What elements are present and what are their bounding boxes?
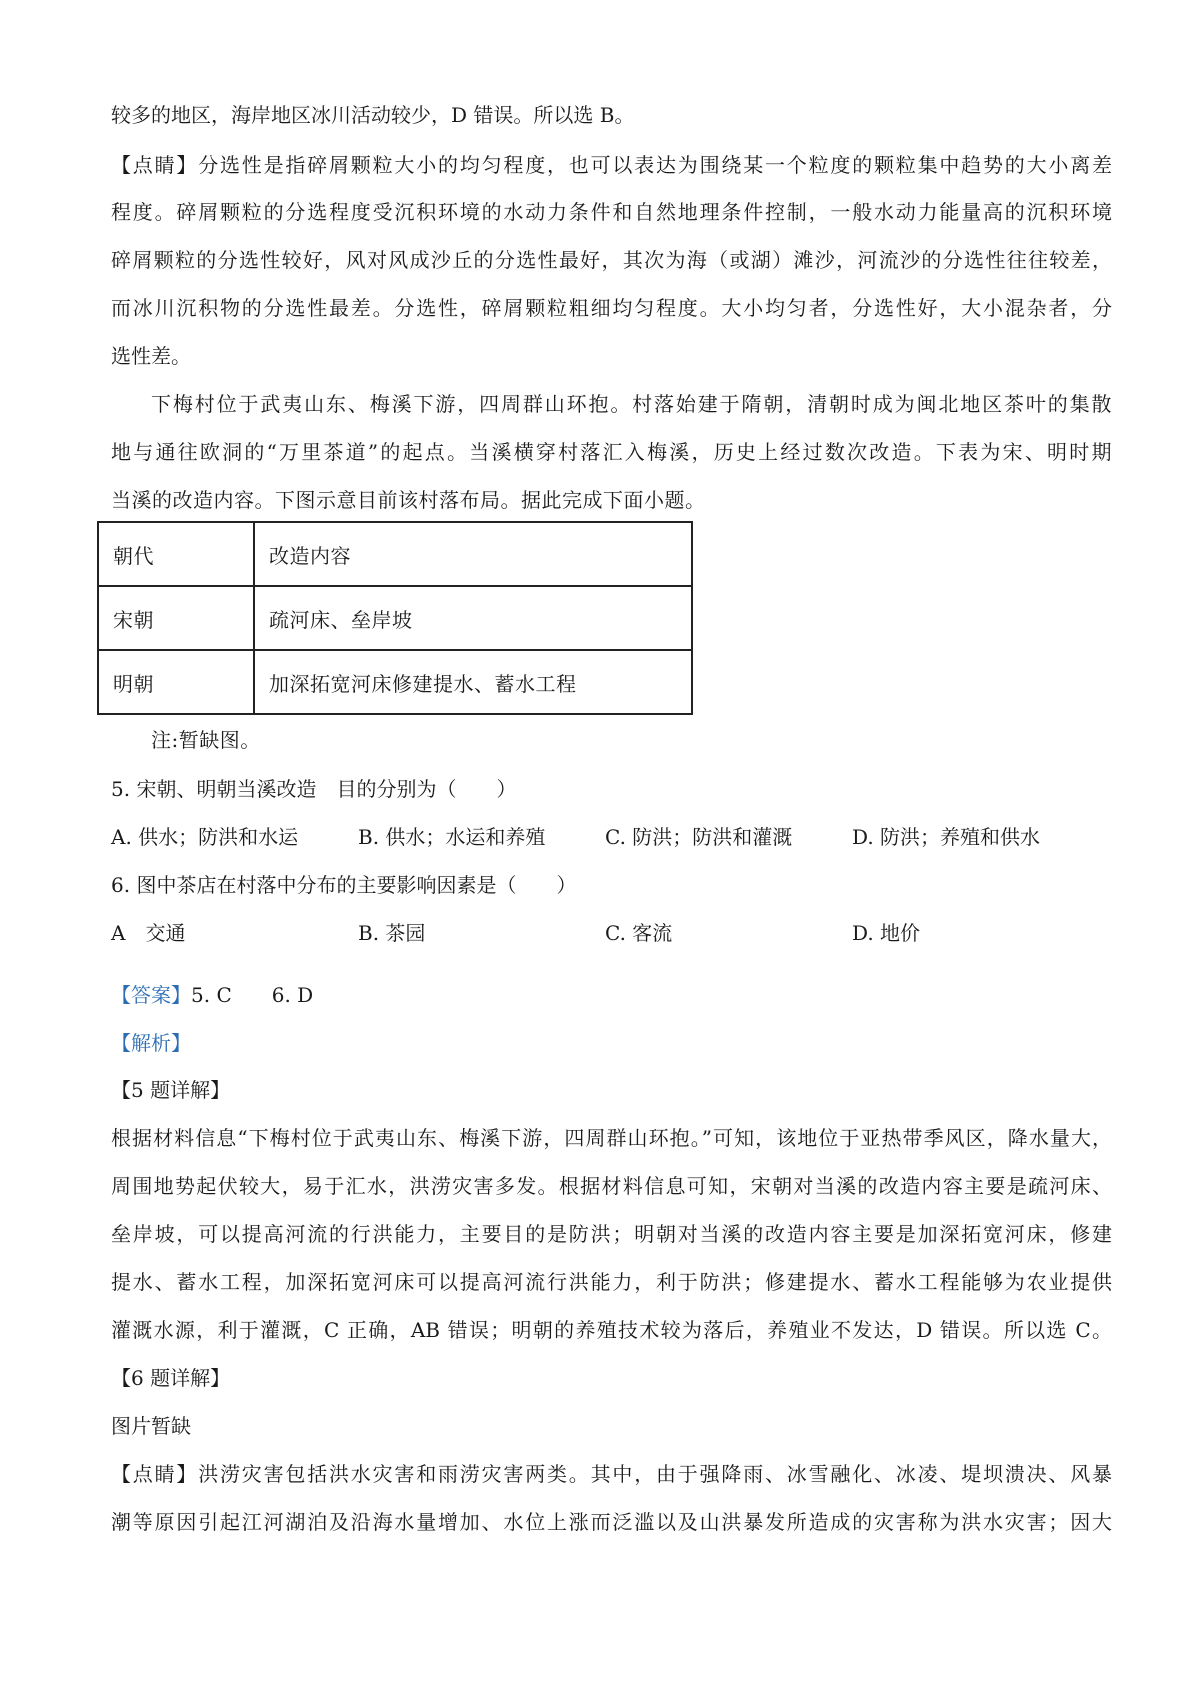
option-a: A. 供水；防洪和水运 xyxy=(111,825,299,849)
text-line: 提水、蓄水工程，加深拓宽河床可以提高河流行洪能力，利于防洪；修建提水、蓄水工程能够为农业提供 xyxy=(111,1270,1112,1294)
table-header-row xyxy=(98,522,692,586)
section-heading: 【6 题详解】 xyxy=(111,1366,231,1390)
option-b: B. 茶园 xyxy=(358,921,426,945)
material-line: 当溪的改造内容。下图示意目前该村落布局。据此完成下面小题。 xyxy=(111,488,706,512)
table-row xyxy=(98,650,692,714)
option-b: B. 供水；水运和养殖 xyxy=(358,825,546,849)
dianjing-tag: 【点睛】 xyxy=(111,1462,199,1486)
text-line: 潮等原因引起江河湖泊及沿海水量增加、水位上涨而泛滥以及山洪暴发所造成的灾害称为洪水灾害；因大 xyxy=(111,1510,1112,1534)
table-cell: 明朝 xyxy=(98,650,254,714)
table-cell: 改造内容 xyxy=(254,522,692,586)
analysis-tag: 【解析】 xyxy=(111,1031,191,1055)
text-line: 而冰川沉积物的分选性最差。分选性，碎屑颗粒粗细均匀程度。大小均匀者，分选性好，大小混杂者，分 xyxy=(111,296,1112,320)
answer-text: 5. C 6. D xyxy=(191,983,314,1007)
table-note: 注:暂缺图。 xyxy=(151,728,261,752)
question-6-options xyxy=(111,921,1112,947)
text-line: 程度。碎屑颗粒的分选程度受沉积环境的水动力条件和自然地理条件控制，一般水动力能量高的沉积环境 xyxy=(111,200,1112,224)
question-6: 6. 图中茶店在村落中分布的主要影响因素是（ ） xyxy=(111,873,577,897)
answer-line xyxy=(111,983,1112,1007)
text-line: 图片暂缺 xyxy=(111,1414,191,1438)
dianjing-tag: 【点睛】 xyxy=(111,153,199,177)
answer-tag: 【答案】 xyxy=(111,983,191,1007)
table-cell: 疏河床、垒岸坡 xyxy=(254,586,692,650)
text-span: 分选性是指碎屑颗粒大小的均匀程度，也可以表达为围绕某一个粒度的颗粒集中趋势的大小离差 xyxy=(198,153,1113,177)
table-row xyxy=(98,586,692,650)
question-5: 5. 宋朝、明朝当溪改造 目的分别为（ ） xyxy=(111,777,517,801)
text-line xyxy=(111,153,1112,177)
table-cell: 朝代 xyxy=(98,522,254,586)
text-line: 灌溉水源，利于灌溉，C 正确，AB 错误；明朝的养殖技术较为落后，养殖业不发达，D 错误。所以选 C。 xyxy=(111,1318,1112,1342)
text-line: 选性差。 xyxy=(111,344,191,368)
table-cell: 加深拓宽河床修建提水、蓄水工程 xyxy=(254,650,692,714)
option-c: C. 防洪；防洪和灌溉 xyxy=(605,825,793,849)
text-line xyxy=(111,1462,1112,1486)
text-line: 周围地势起伏较大，易于汇水，洪涝灾害多发。根据材料信息可知，宋朝对当溪的改造内容主要是疏河床、 xyxy=(111,1174,1112,1198)
option-d: D. 防洪；养殖和供水 xyxy=(852,825,1041,849)
text-line: 较多的地区，海岸地区冰川活动较少，D 错误。所以选 B。 xyxy=(111,103,635,127)
material-line: 下梅村位于武夷山东、梅溪下游，四周群山环抱。村落始建于隋朝，清朝时成为闽北地区茶叶的集散 xyxy=(151,392,1112,416)
option-c: C. 客流 xyxy=(605,921,673,945)
text-line: 垒岸坡，可以提高河流的行洪能力，主要目的是防洪；明朝对当溪的改造内容主要是加深拓宽河床，修建 xyxy=(111,1222,1112,1246)
option-a: A 交通 xyxy=(111,921,186,945)
question-5-options xyxy=(111,825,1112,851)
reform-table xyxy=(97,521,693,715)
text-span: 洪涝灾害包括洪水灾害和雨涝灾害两类。其中，由于强降雨、冰雪融化、冰凌、堤坝溃决、风暴 xyxy=(198,1462,1113,1486)
text-line: 根据材料信息“下梅村位于武夷山东、梅溪下游，四周群山环抱。”可知，该地位于亚热带季风区，降水量大， xyxy=(111,1126,1112,1150)
material-line: 地与通往欧洞的“万里茶道”的起点。当溪横穿村落汇入梅溪，历史上经过数次改造。下表为宋、明时期 xyxy=(111,440,1112,464)
text-line: 碎屑颗粒的分选性较好，风对风成沙丘的分选性最好，其次为海（或湖）滩沙，河流沙的分选性往往较差， xyxy=(111,248,1112,272)
section-heading: 【5 题详解】 xyxy=(111,1078,231,1102)
option-d: D. 地价 xyxy=(852,921,921,945)
table-cell: 宋朝 xyxy=(98,586,254,650)
